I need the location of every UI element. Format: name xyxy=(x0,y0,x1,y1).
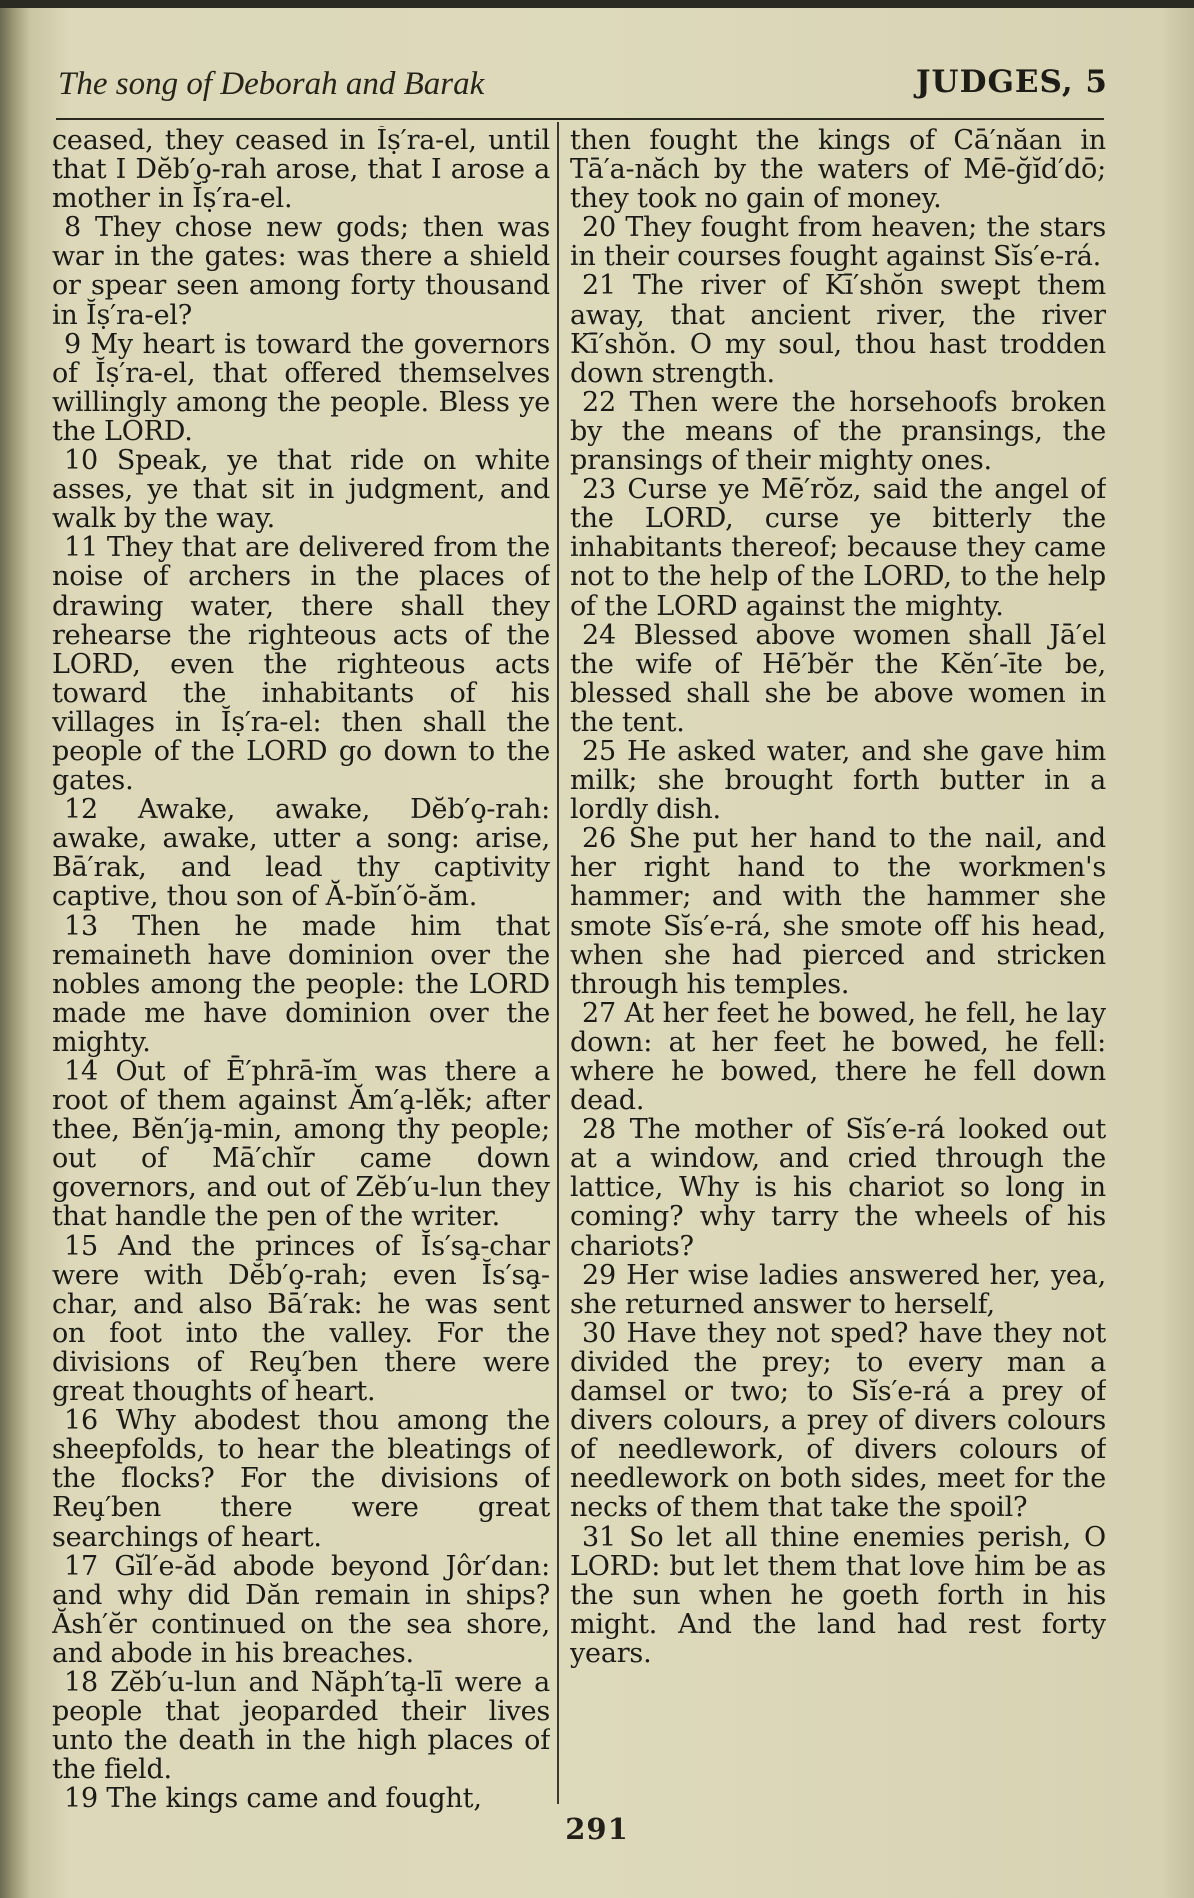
verse-number: 28 xyxy=(582,1114,616,1146)
verse xyxy=(52,126,550,213)
verse xyxy=(570,737,1106,824)
verse xyxy=(570,213,1106,271)
verse-text: Out of Ē′phrā-ĭm was there a root of them against Ăm′a̧-lĕk; after thee, Bĕn′ja̧-min, among thy people; out of Mā′chĭr came down governors, and out of Zĕb′u-lun they that handle the pen of the writer. xyxy=(52,1056,550,1233)
verse-number: 16 xyxy=(64,1405,98,1437)
verse-text: They fought from heaven; the stars in their courses fought against Sĭs′e-rá. xyxy=(570,212,1106,273)
verse xyxy=(570,475,1106,620)
verse-text: They chose new gods; then was war in the gates: was there a shield or spear seen among forty thousand in Ĭṣ′ra-el? xyxy=(52,212,550,331)
verse-text: ceased, they ceased in Ĭṣ′ra-el, until that I Dĕb′o̧-rah arose, that I arose a mother in Ĭṣ′ra-el. xyxy=(52,126,550,215)
verse-text: Gĭl′e-ăd abode beyond Jôr′dan: and why did Dăn remain in ships? Ăsh′ĕr continued on the sea shore, and abode in his breaches. xyxy=(52,1550,550,1669)
verse-number: 14 xyxy=(64,1056,98,1087)
verse xyxy=(52,1784,550,1813)
verse xyxy=(570,1523,1106,1668)
verse xyxy=(52,1668,550,1784)
verse-text: Have they not sped? have they not divided the prey; to every man a damsel or two; to Sĭs′e-rá a prey of divers colours, a prey of divers colours of needlework, of divers colours of needlework on both sides, meet for the necks of them that take the spoil? xyxy=(570,1317,1106,1524)
book-chapter: JUDGES, 5 xyxy=(915,64,1108,100)
verse xyxy=(52,1232,550,1407)
verse xyxy=(570,1261,1106,1319)
verse-number: 19 xyxy=(64,1783,98,1815)
verse-text: They that are delivered from the noise of archers in the places of drawing water, there shall they rehearse the righteous acts of the LORD, even the righteous acts toward the inhabitants of his villages in Ĭṣ′ra-el: then shall the people of the LORD go down to the gates. xyxy=(52,532,550,797)
verse xyxy=(570,271,1106,387)
verse-number: 8 xyxy=(64,212,81,244)
verse-number: 29 xyxy=(582,1259,616,1291)
verse xyxy=(570,621,1106,737)
verse-text: My heart is toward the governors of Ĭṣ′ra-el, that offered themselves willingly among the people. Bless ye the LORD. xyxy=(52,328,550,447)
verse-number: 13 xyxy=(64,910,98,942)
verse-text: So let all thine enemies perish, O LORD: but let them that love him be as the sun when he goeth forth in his might. And the land had rest forty years. xyxy=(570,1521,1106,1669)
verse xyxy=(52,1406,550,1551)
verse-number: 20 xyxy=(582,212,616,244)
verse-number: 26 xyxy=(582,823,616,855)
verse xyxy=(570,824,1106,999)
verse-text: Why abodest thou among the sheepfolds, to hear the bleatings of the flocks? For the divisions of Reu̧′ben there were great searchings of heart. xyxy=(52,1405,550,1553)
verse xyxy=(52,1057,550,1232)
verse-text: Her wise ladies answered her, yea, she returned answer to herself, xyxy=(570,1259,1106,1320)
verse-text: He asked water, and she gave him milk; she brought forth butter in a lordly dish. xyxy=(570,735,1106,826)
page-number: 291 xyxy=(565,1812,629,1846)
verse-number: 12 xyxy=(64,794,98,826)
verse-text: Then were the horsehoofs broken by the means of the pransings, the pransings of their mighty ones. xyxy=(570,386,1106,477)
verse-text: Curse ye Mē′rŏz, said the angel of the LORD, curse ye bitterly the inhabitants thereof; because they came not to the help of the LORD, to the help of the LORD against the mighty. xyxy=(570,474,1106,622)
verse-text: then fought the kings of Cā′năan in Tā′a-năch by the waters of Mē-ğĭd′dō; they took no gain of money. xyxy=(570,126,1106,215)
verse-number: 30 xyxy=(582,1317,616,1349)
verse-number: 11 xyxy=(64,532,98,564)
verse xyxy=(52,213,550,329)
verse-number: 15 xyxy=(64,1230,98,1262)
verse-number: 23 xyxy=(582,474,616,506)
verse-number: 18 xyxy=(64,1666,98,1698)
verse-number: 31 xyxy=(582,1521,616,1553)
verse-number: 22 xyxy=(582,386,616,418)
left-column xyxy=(52,126,550,1816)
section-title: The song of Deborah and Barak xyxy=(58,66,485,102)
verse-text: The river of Kī′shŏn swept them away, that ancient river, the river Kī′shŏn. O my soul, thou hast trodden down strength. xyxy=(570,270,1106,389)
verse-number: 25 xyxy=(582,735,616,767)
verse-text: Speak, ye that ride on white asses, ye that sit in judgment, and walk by the way. xyxy=(52,445,550,535)
verse-text: She put her hand to the nail, and her right hand to the workmen's hammer; and with the hammer she smote Sĭs′e-rá, she smote off his head, when she had pierced and stricken through his temples. xyxy=(570,823,1106,1000)
verse-text: Zĕb′u-lun and Năph′ta̧-lī were a people that jeoparded their lives unto the death in the high places of the field. xyxy=(52,1666,550,1786)
verse-text: Then he made him that remaineth have dominion over the nobles among the people: the LORD made me have dominion over the mighty. xyxy=(52,910,550,1058)
verse-text: And the princes of Ĭs′sa̧-char were with Dĕb′o̧-rah; even Ĭs′sa̧-char, and also Bā′rak: he was sent on foot into the valley. For the divisions of Reu̧′ben there were great thoughts of heart. xyxy=(52,1230,550,1408)
verse-number: 10 xyxy=(64,445,98,477)
verse-number: 24 xyxy=(582,619,616,651)
verse-text: The mother of Sĭs′e-rá looked out at a window, and cried through the lattice, Why is his chariot so long in coming? why tarry the wheels of his chariots? xyxy=(570,1114,1106,1262)
column-divider xyxy=(557,122,559,1804)
verse xyxy=(570,388,1106,475)
verse xyxy=(52,1552,550,1668)
verse xyxy=(52,446,550,533)
verse-number: 27 xyxy=(582,997,616,1029)
verse-number: 21 xyxy=(582,270,616,302)
verse-text: Awake, awake, Dĕb′o̧-rah: awake, awake, utter a song: arise, Bā′rak, and lead thy captivity captive, thou son of Ă-bĭn′ŏ-ăm. xyxy=(52,794,550,913)
header-rule xyxy=(56,118,1104,120)
right-column xyxy=(570,126,1106,1816)
running-head xyxy=(58,64,1108,110)
verse xyxy=(570,999,1106,1115)
verse xyxy=(570,1319,1106,1523)
verse-number: 17 xyxy=(64,1550,98,1582)
verse-number: 9 xyxy=(64,328,81,360)
verse xyxy=(570,1115,1106,1260)
verse xyxy=(52,330,550,446)
verse xyxy=(52,533,550,795)
verse xyxy=(52,912,550,1057)
verse xyxy=(570,126,1106,213)
verse xyxy=(52,795,550,911)
verse-text: Blessed above women shall Jā′el the wife of Hē′bĕr the Kĕn′-īte be, blessed shall she be above women in the tent. xyxy=(570,619,1106,738)
verse-text: The kings came and fought, xyxy=(106,1783,482,1815)
verse-text: At her feet he bowed, he fell, he lay down: at her feet he bowed, he fell: where he bowed, there he fell down dead. xyxy=(570,997,1106,1117)
